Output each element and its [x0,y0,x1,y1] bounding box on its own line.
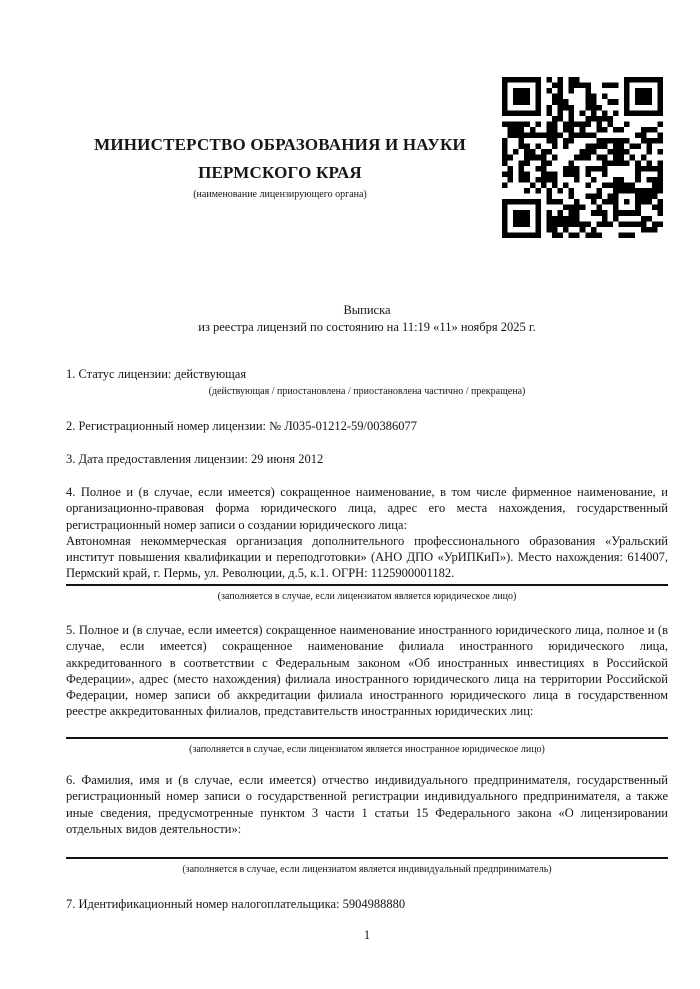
foreign-entity-value-blank [66,720,668,739]
issuer-name-line1: МИНИСТЕРСТВО ОБРАЗОВАНИЯ И НАУКИ [94,135,466,154]
issuing-authority-block [66,131,494,201]
entrepreneur-caption: (заполняется в случае, если лицензиатом является индивидуальный предприниматель) [182,864,552,876]
legal-entity-label: 4. Полное и (в случае, если имеется) сокращенное наименование, в том числе фирменное наименование, и организационно-правовая форма юридического лица, адрес его места нахождения, государственный регистрационный номер записи о создании юридического лица: [66,485,668,532]
entrepreneur-label: 6. Фамилия, имя и (в случае, если имеется) отчество индивидуального предпринимателя, государственный регистрационный номер записи о государственной регистрации индивидуального предпринимателя, а также иные сведения, предусмотренные пунктом 3 части 1 статьи 15 Федерального закона «О лицензировании отдельных видов деятельности»: [66,773,668,836]
item-legal-entity [66,484,668,603]
legal-entity-caption: (заполняется в случае, если лицензиатом является юридическое лицо) [217,590,517,602]
document-title-block [66,302,668,336]
page-number: 1 [363,928,371,942]
qr-code [502,77,663,238]
document-title: Выписка [343,303,391,317]
issuer-name-line2: ПЕРМСКОГО КРАЯ [198,163,362,182]
document-subtitle: из реестра лицензий по состоянию на 11:19 «11» ноября 2025 г. [198,320,536,334]
registration-number-text: 2. Регистрационный номер лицензии: № Л035-01212-59/00386077 [66,419,417,433]
item-grant-date [66,451,668,467]
item-foreign-entity [66,622,668,756]
item-entrepreneur [66,772,668,876]
license-status-text: 1. Статус лицензии: действующая [66,367,247,381]
foreign-entity-caption: (заполняется в случае, если лицензиатом является иностранное юридическое лицо) [189,743,545,755]
item-license-status [66,366,668,398]
entrepreneur-value-blank [66,837,668,859]
issuer-caption: (наименование лицензирующего органа) [193,189,367,200]
grant-date-text: 3. Дата предоставления лицензии: 29 июня 2012 [66,452,324,466]
legal-entity-value: Автономная некоммерческая организация дополнительного профессионального образования «Уральский институт повышения квалификации и переподготовки» (АНО ДПО «УрИПКиП»). Место нахождения: 614007, Пермский край, г. Пермь, ул. Революции, д.5, к.1. ОГРН: 1125900001182. [66,533,668,586]
item-taxpayer-number [66,896,668,912]
foreign-entity-label: 5. Полное и (в случае, если имеется) сокращенное наименование иностранного юридического лица, полное и (в случае, если имеется) сокращенное наименование филиала иностранного юридического лица, аккредитованного в соответствии с Федеральным законом «Об иностранных инвестициях в Российской Федерации», адрес (место нахождения) филиала иностранного юридического лица на территории Российской Федерации, номер записи об аккредитации филиала иностранного юридического лица в государственном реестре аккредитованных филиалов, представительств иностранных юридических лиц: [66,623,668,719]
item-registration-number [66,418,668,434]
license-status-caption: (действующая / приостановлена / приостановлена частично / прекращена) [208,386,526,398]
taxpayer-number-text: 7. Идентификационный номер налогоплательщика: 5904988880 [66,897,406,911]
